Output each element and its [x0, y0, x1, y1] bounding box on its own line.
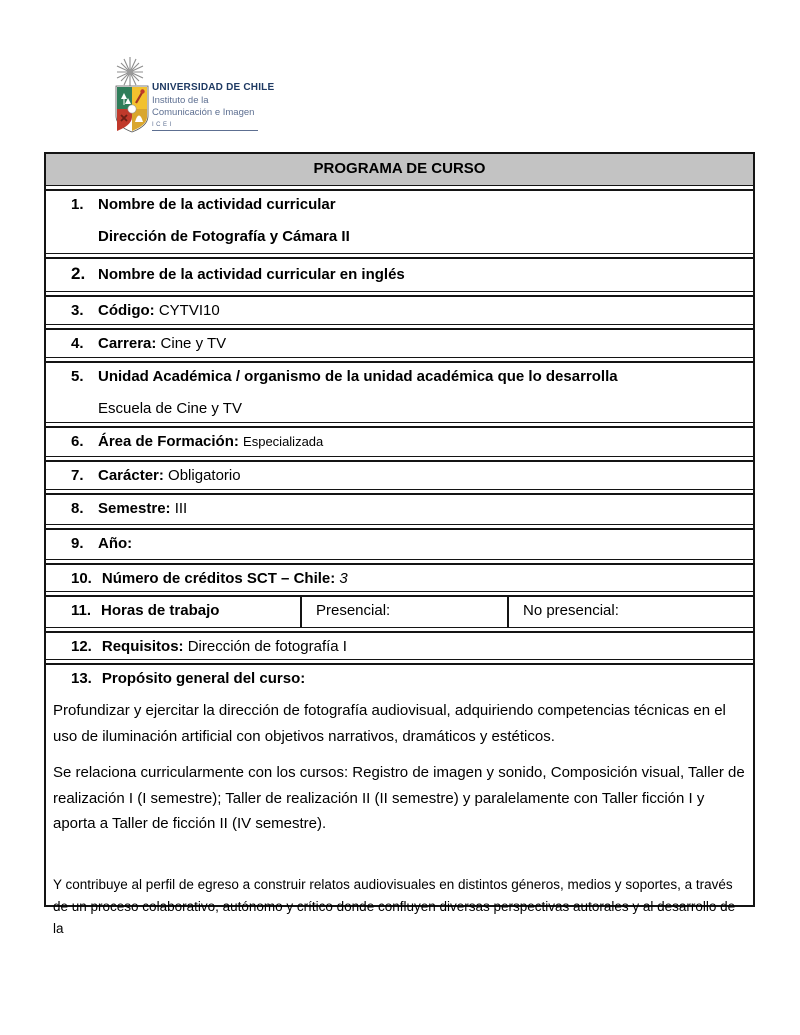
- row-number: 9.: [71, 535, 84, 552]
- logo-underline: [152, 130, 258, 131]
- row-number: 13.: [71, 670, 92, 687]
- row-label: Carrera:: [98, 335, 157, 352]
- row-value: CYTVI10: [158, 302, 220, 319]
- row-carrera: [46, 328, 753, 358]
- starburst-icon: [114, 56, 146, 88]
- row-horas-trabajo: [46, 595, 753, 628]
- row-value: Dirección de fotografía I: [187, 638, 347, 655]
- horas-trabajo-cell: [46, 597, 300, 627]
- row-value: Dirección de Fotografía y Cámara II: [98, 228, 350, 245]
- row-number: 10.: [71, 570, 92, 587]
- row-label: Número de créditos SCT – Chile:: [101, 570, 336, 587]
- proposito-paragraph-2: Se relaciona curricularmente con los cursos: Registro de imagen y sonido, Composición visual, Taller de realización I (I semestre); Taller de realización II (II semestre) y paralelamente con Taller ficción I y aporta a Taller de ficción II (IV semestre).: [53, 764, 745, 832]
- row-number: 3.: [71, 302, 84, 319]
- row-value: Cine y TV: [160, 335, 227, 352]
- row-number: 6.: [71, 433, 84, 450]
- row-number: 1.: [71, 196, 84, 213]
- row-label: Nombre de la actividad curricular: [98, 196, 336, 213]
- row-label: Requisitos:: [101, 638, 184, 655]
- row-label: Carácter:: [98, 467, 164, 484]
- university-crest-icon: [115, 85, 149, 133]
- row-ano: [46, 528, 753, 560]
- row-creditos-sct: [46, 563, 753, 592]
- row-nombre-ingles: [46, 257, 753, 292]
- row-label: Unidad Académica / organismo de la unidad académica que lo desarrolla: [98, 368, 618, 385]
- row-requisitos: [46, 631, 753, 660]
- row-value: III: [174, 500, 188, 517]
- row-label: Semestre:: [98, 500, 171, 517]
- row-label: Propósito general del curso:: [101, 670, 306, 687]
- row-label: Horas de trabajo: [101, 602, 220, 619]
- row-nombre-actividad: [46, 189, 753, 254]
- row-value: Obligatorio: [168, 467, 241, 484]
- course-program-table: [44, 152, 755, 936]
- proposito-paragraph-1: Profundizar y ejercitar la dirección de fotografía audiovisual, adquiriendo competencias técnicas en el uso de iluminación artificial con objetivos narrativos, dramáticos y estéticos.: [53, 702, 726, 745]
- row-caracter: [46, 460, 753, 490]
- row-number: 5.: [71, 368, 84, 385]
- row-number: 7.: [71, 467, 84, 484]
- row-number: 11.: [71, 602, 92, 619]
- row-number: 8.: [71, 500, 84, 517]
- row-area-formacion: [46, 426, 753, 457]
- university-name: UNIVERSIDAD DE CHILE: [152, 82, 275, 93]
- institute-line1: Instituto de la: [152, 94, 209, 106]
- row-label: Año:: [98, 535, 133, 552]
- presencial-cell: Presencial:: [300, 597, 507, 627]
- row-value: Escuela de Cine y TV: [98, 400, 242, 417]
- row-number: 12.: [71, 638, 92, 655]
- row-label: Código:: [98, 302, 155, 319]
- row-label: Nombre de la actividad curricular en inglés: [98, 266, 405, 283]
- institute-line2: Comunicación e Imagen: [152, 107, 255, 118]
- no-presencial-cell: No presencial:: [507, 597, 753, 627]
- table-title: PROGRAMA DE CURSO: [46, 154, 753, 186]
- row-unidad-academica: [46, 361, 753, 423]
- proposito-paragraph-3: Y contribuye al perfil de egreso a construir relatos audiovisuales en distintos géneros, medios y soportes, a través de un proceso colaborativo, autónomo y crítico donde confluyen diversas perspectivas autorales y al desarrollo de la: [53, 876, 736, 936]
- row-label: Área de Formación:: [98, 433, 239, 450]
- university-logo: [112, 56, 282, 136]
- row-number: 2.: [71, 264, 86, 283]
- row-codigo: [46, 295, 753, 325]
- row-proposito-general: [46, 663, 753, 936]
- row-number: 4.: [71, 335, 84, 352]
- row-value: 3: [339, 570, 348, 587]
- row-semestre: [46, 493, 753, 525]
- row-value: Especializada: [243, 434, 324, 449]
- institute-acronym: ICEI: [152, 122, 174, 128]
- logo-text-block: [152, 82, 280, 131]
